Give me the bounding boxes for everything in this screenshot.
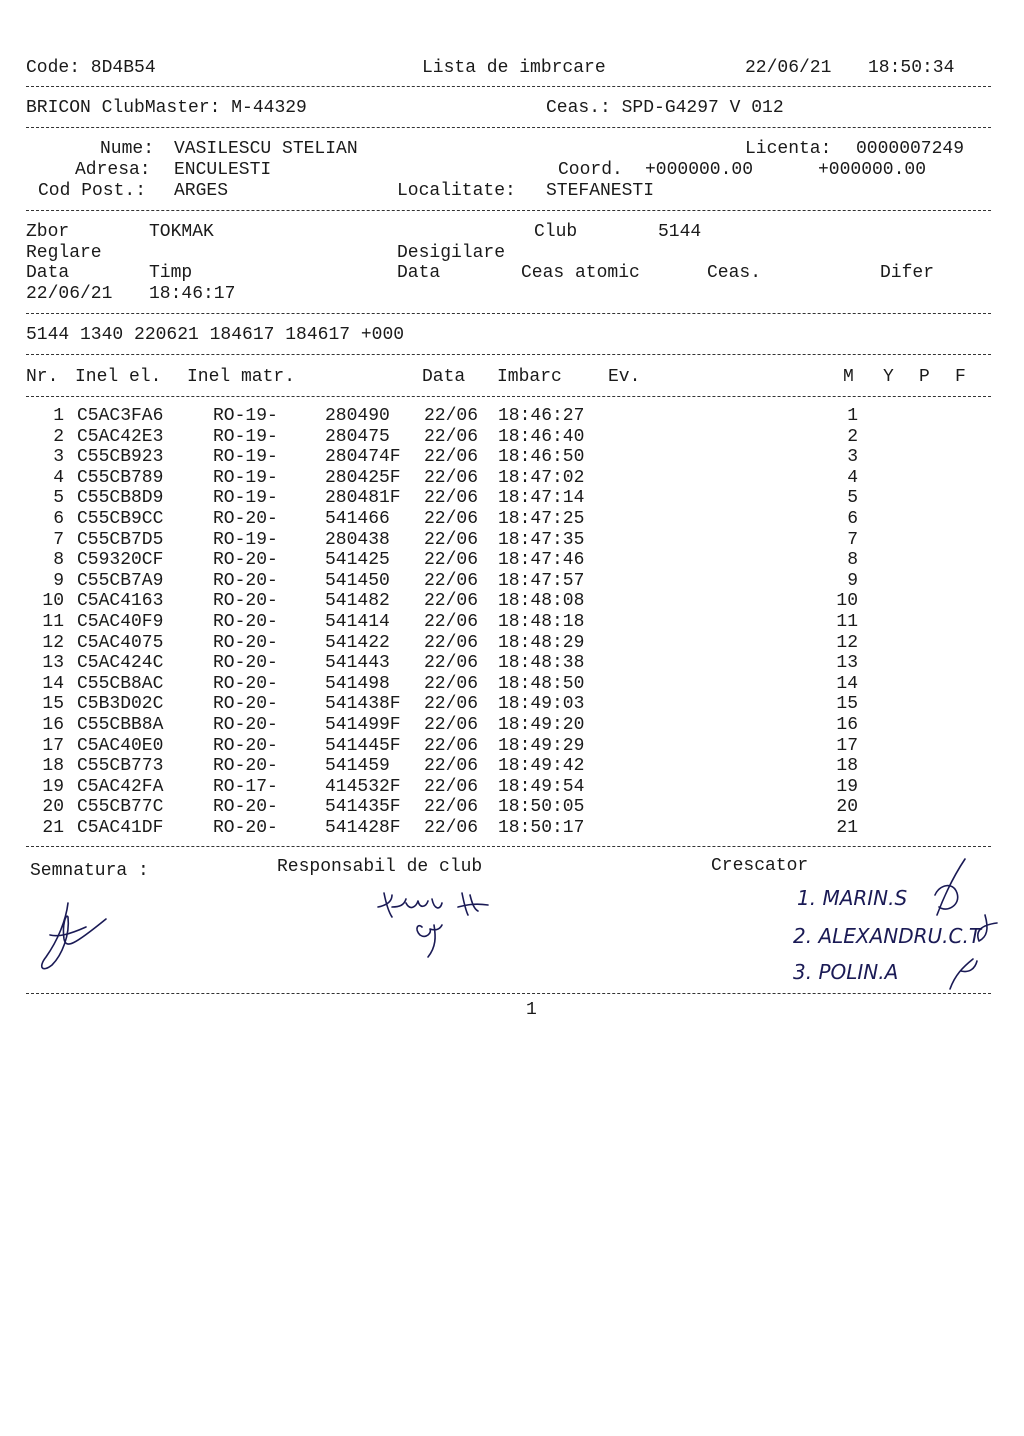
cell-ring-prefix: RO-19-	[213, 447, 278, 468]
cell-ring-number: 541443	[325, 653, 390, 674]
cell-nr: 16	[42, 715, 64, 735]
cell-boarding-time: 18:50:17	[498, 818, 585, 838]
coord-x: +000000.00	[645, 160, 754, 180]
cell-boarding-time: 18:48:29	[498, 632, 585, 653]
table-row	[0, 634, 1024, 654]
cell-nr: 5	[53, 488, 64, 509]
signature-semnatura	[28, 895, 118, 975]
cell-nr: 21	[42, 818, 64, 838]
col-header-ev: Ev.	[608, 367, 641, 387]
cell-boarding-time: 18:50:05	[498, 797, 585, 818]
col-header-m: M	[843, 367, 854, 387]
cell-nr: 8	[53, 550, 64, 571]
table-row	[0, 448, 1024, 468]
cell-ring-prefix: RO-19-	[213, 529, 278, 550]
cell-ring-prefix: RO-19-	[213, 488, 278, 509]
signature-crescator	[775, 855, 1020, 1000]
document-title: Lista de imbrcare	[422, 58, 606, 78]
table-row	[0, 551, 1024, 571]
table-row	[0, 531, 1024, 551]
table-row	[0, 428, 1024, 448]
cell-boarding-time: 18:47:25	[498, 509, 585, 529]
svg-text:1. MARIN.S: 1. MARIN.S	[797, 886, 908, 910]
cell-m: 3	[847, 447, 858, 468]
cell-ring-prefix: RO-20-	[213, 509, 278, 529]
coord-label: Coord.	[558, 160, 623, 180]
cell-ring-prefix: RO-20-	[213, 818, 278, 838]
table-row	[0, 510, 1024, 530]
localitate-label: Localitate:	[397, 181, 516, 201]
cell-boarding-time: 18:47:46	[498, 550, 585, 571]
cell-boarding-time: 18:48:08	[498, 591, 585, 612]
owner-name: VASILESCU STELIAN	[174, 139, 358, 159]
cell-inel-el: C55CB77C	[77, 797, 164, 818]
desigilare-label: Desigilare	[397, 243, 506, 263]
cell-date: 22/06	[424, 632, 479, 653]
cell-ring-number: 280438	[325, 529, 390, 550]
reglare-date: 22/06/21	[26, 284, 113, 304]
codpost-label: Cod Post.:	[38, 181, 147, 201]
cell-nr: 15	[42, 694, 64, 715]
divider	[26, 396, 991, 397]
cell-inel-el: C55CBB8A	[77, 715, 164, 735]
crescator-label: Crescator	[711, 856, 809, 876]
cell-date: 22/06	[424, 612, 479, 632]
cell-inel-el: C59320CF	[77, 550, 164, 571]
cell-boarding-time: 18:49:42	[498, 756, 585, 777]
codpost-value: ARGES	[174, 181, 229, 201]
cell-nr: 1	[53, 406, 64, 426]
cell-date: 22/06	[424, 426, 479, 447]
cell-inel-el: C55CB9CC	[77, 509, 164, 529]
col-header-inel-matr: Inel matr.	[187, 367, 296, 387]
cell-ring-number: 541445F	[325, 735, 401, 756]
cell-inel-el: C55CB7D5	[77, 529, 164, 550]
table-row	[0, 695, 1024, 715]
cell-ring-prefix: RO-20-	[213, 591, 278, 612]
zbor-value: TOKMAK	[149, 222, 214, 242]
cell-date: 22/06	[424, 529, 479, 550]
cell-ring-number: 541428F	[325, 818, 401, 838]
cell-inel-el: C5AC4163	[77, 591, 164, 612]
cell-boarding-time: 18:47:57	[498, 570, 585, 591]
cell-date: 22/06	[424, 797, 479, 818]
cell-boarding-time: 18:49:20	[498, 715, 585, 735]
divider	[26, 86, 991, 87]
cell-date: 22/06	[424, 776, 479, 797]
cell-ring-prefix: RO-20-	[213, 735, 278, 756]
cell-date: 22/06	[424, 467, 479, 488]
cell-ring-prefix: RO-20-	[213, 756, 278, 777]
cell-boarding-time: 18:49:03	[498, 694, 585, 715]
cell-ring-number: 280475	[325, 426, 390, 447]
cell-ring-number: 541422	[325, 632, 390, 653]
cell-boarding-time: 18:46:27	[498, 406, 585, 426]
cell-date: 22/06	[424, 550, 479, 571]
cell-ring-prefix: RO-20-	[213, 797, 278, 818]
licenta-value: 0000007249	[856, 139, 965, 159]
cell-ring-prefix: RO-20-	[213, 632, 278, 653]
cell-nr: 20	[42, 797, 64, 818]
cell-ring-number: 541459	[325, 756, 390, 777]
cell-ring-prefix: RO-20-	[213, 570, 278, 591]
club-value: 5144	[658, 222, 702, 242]
licenta-label: Licenta:	[745, 139, 832, 159]
cell-nr: 7	[53, 529, 64, 550]
cell-m: 19	[836, 776, 858, 797]
table-row	[0, 819, 1024, 839]
cell-inel-el: C5AC41DF	[77, 818, 164, 838]
cell-m: 13	[836, 653, 858, 674]
document-code: Code: 8D4B54	[26, 58, 156, 78]
cell-date: 22/06	[424, 715, 479, 735]
cell-date: 22/06	[424, 406, 479, 426]
cell-date: 22/06	[424, 694, 479, 715]
cell-m: 4	[847, 467, 858, 488]
col-header-nr: Nr.	[26, 367, 59, 387]
cell-inel-el: C5AC3FA6	[77, 406, 164, 426]
cell-boarding-time: 18:47:14	[498, 488, 585, 509]
clock-sync-line: 5144 1340 220621 184617 184617 +000	[26, 325, 405, 345]
cell-nr: 13	[42, 653, 64, 674]
cell-boarding-time: 18:47:35	[498, 529, 585, 550]
desigilare-data-label: Data	[397, 263, 441, 283]
cell-nr: 2	[53, 426, 64, 447]
cell-ring-number: 541414	[325, 612, 390, 632]
cell-boarding-time: 18:47:02	[498, 467, 585, 488]
cell-ring-prefix: RO-20-	[213, 673, 278, 694]
clock-id: Ceas.: SPD-G4297 V 012	[546, 98, 784, 118]
timp-label: Timp	[149, 263, 193, 283]
cell-m: 2	[847, 426, 858, 447]
nume-label: Nume:	[100, 139, 155, 159]
cell-boarding-time: 18:48:38	[498, 653, 585, 674]
divider	[26, 313, 991, 314]
cell-nr: 3	[53, 447, 64, 468]
cell-ring-number: 541466	[325, 509, 390, 529]
col-header-imbarc: Imbarc	[497, 367, 562, 387]
semnatura-label: Semnatura :	[30, 861, 149, 881]
cell-ring-number: 414532F	[325, 776, 401, 797]
cell-m: 17	[836, 735, 858, 756]
cell-ring-prefix: RO-20-	[213, 715, 278, 735]
cell-boarding-time: 18:46:40	[498, 426, 585, 447]
cell-m: 11	[836, 612, 858, 632]
cell-m: 8	[847, 550, 858, 571]
table-row	[0, 489, 1024, 509]
cell-ring-number: 541482	[325, 591, 390, 612]
reglare-label: Reglare	[26, 243, 102, 263]
cell-m: 5	[847, 488, 858, 509]
cell-m: 20	[836, 797, 858, 818]
table-row	[0, 469, 1024, 489]
cell-inel-el: C55CB923	[77, 447, 164, 468]
svg-text:2. ALEXANDRU.C.T: 2. ALEXANDRU.C.T	[793, 924, 982, 948]
cell-boarding-time: 18:48:18	[498, 612, 585, 632]
cell-ring-prefix: RO-20-	[213, 612, 278, 632]
header-time: 18:50:34	[868, 58, 955, 78]
signature-responsabil	[370, 885, 500, 965]
zbor-label: Zbor	[26, 222, 70, 242]
cell-date: 22/06	[424, 818, 479, 838]
cell-nr: 10	[42, 591, 64, 612]
cell-m: 7	[847, 529, 858, 550]
cell-m: 10	[836, 591, 858, 612]
cell-ring-prefix: RO-19-	[213, 426, 278, 447]
cell-boarding-time: 18:46:50	[498, 447, 585, 468]
table-row	[0, 798, 1024, 818]
table-row	[0, 675, 1024, 695]
table-row	[0, 737, 1024, 757]
cell-inel-el: C5B3D02C	[77, 694, 164, 715]
reglare-time: 18:46:17	[149, 284, 236, 304]
cell-nr: 9	[53, 570, 64, 591]
page-number: 1	[526, 1000, 537, 1020]
cell-nr: 19	[42, 776, 64, 797]
cell-nr: 11	[42, 612, 64, 632]
cell-inel-el: C5AC42FA	[77, 776, 164, 797]
club-label: Club	[534, 222, 578, 242]
cell-date: 22/06	[424, 447, 479, 468]
cell-ring-number: 541435F	[325, 797, 401, 818]
cell-inel-el: C5AC42E3	[77, 426, 164, 447]
cell-ring-prefix: RO-17-	[213, 776, 278, 797]
cell-inel-el: C55CB8AC	[77, 673, 164, 694]
coord-y: +000000.00	[818, 160, 927, 180]
cell-nr: 12	[42, 632, 64, 653]
cell-ring-number: 541425	[325, 550, 390, 571]
difer-label: Difer	[880, 263, 935, 283]
col-header-inel-el: Inel el.	[75, 367, 162, 387]
col-header-data: Data	[422, 367, 466, 387]
cell-ring-number: 280481F	[325, 488, 401, 509]
table-row	[0, 757, 1024, 777]
cell-m: 18	[836, 756, 858, 777]
cell-ring-number: 280425F	[325, 467, 401, 488]
cell-date: 22/06	[424, 653, 479, 674]
cell-ring-prefix: RO-19-	[213, 406, 278, 426]
cell-ring-prefix: RO-20-	[213, 550, 278, 571]
table-row	[0, 613, 1024, 633]
cell-ring-number: 280474F	[325, 447, 401, 468]
ceas-atomic-label: Ceas atomic	[521, 263, 640, 283]
data-label: Data	[26, 263, 70, 283]
cell-m: 1	[847, 406, 858, 426]
cell-date: 22/06	[424, 591, 479, 612]
divider	[26, 127, 991, 128]
cell-inel-el: C55CB773	[77, 756, 164, 777]
cell-nr: 17	[42, 735, 64, 756]
cell-boarding-time: 18:49:29	[498, 735, 585, 756]
cell-m: 21	[836, 818, 858, 838]
header-date: 22/06/21	[745, 58, 832, 78]
col-header-y: Y	[883, 367, 894, 387]
cell-ring-number: 541438F	[325, 694, 401, 715]
table-row	[0, 778, 1024, 798]
cell-ring-prefix: RO-20-	[213, 694, 278, 715]
table-row	[0, 592, 1024, 612]
cell-ring-number: 541450	[325, 570, 390, 591]
cell-m: 14	[836, 673, 858, 694]
cell-boarding-time: 18:49:54	[498, 776, 585, 797]
cell-ring-number: 280490	[325, 406, 390, 426]
svg-text:3. POLIN.A: 3. POLIN.A	[793, 960, 899, 984]
cell-ring-prefix: RO-20-	[213, 653, 278, 674]
cell-ring-number: 541499F	[325, 715, 401, 735]
localitate-value: STEFANESTI	[546, 181, 655, 201]
cell-nr: 4	[53, 467, 64, 488]
divider	[26, 846, 991, 847]
cell-inel-el: C5AC4075	[77, 632, 164, 653]
table-row	[0, 572, 1024, 592]
ceas-label: Ceas.	[707, 263, 762, 283]
cell-inel-el: C5AC40F9	[77, 612, 164, 632]
adresa-label: Adresa:	[75, 160, 151, 180]
divider	[26, 354, 991, 355]
cell-date: 22/06	[424, 509, 479, 529]
cell-date: 22/06	[424, 488, 479, 509]
cell-m: 12	[836, 632, 858, 653]
table-row	[0, 716, 1024, 736]
responsabil-label: Responsabil de club	[277, 857, 483, 877]
table-row	[0, 407, 1024, 427]
cell-nr: 6	[53, 509, 64, 529]
cell-inel-el: C5AC40E0	[77, 735, 164, 756]
table-row	[0, 654, 1024, 674]
cell-ring-number: 541498	[325, 673, 390, 694]
cell-m: 16	[836, 715, 858, 735]
cell-ring-prefix: RO-19-	[213, 467, 278, 488]
cell-inel-el: C55CB8D9	[77, 488, 164, 509]
cell-boarding-time: 18:48:50	[498, 673, 585, 694]
cell-date: 22/06	[424, 756, 479, 777]
cell-inel-el: C55CB7A9	[77, 570, 164, 591]
clubmaster-id: BRICON ClubMaster: M-44329	[26, 98, 307, 118]
cell-date: 22/06	[424, 735, 479, 756]
cell-m: 6	[847, 509, 858, 529]
cell-nr: 14	[42, 673, 64, 694]
divider	[26, 993, 991, 994]
divider	[26, 210, 991, 211]
cell-m: 9	[847, 570, 858, 591]
col-header-f: F	[955, 367, 966, 387]
cell-date: 22/06	[424, 673, 479, 694]
col-header-p: P	[919, 367, 930, 387]
cell-inel-el: C55CB789	[77, 467, 164, 488]
cell-inel-el: C5AC424C	[77, 653, 164, 674]
adresa-value: ENCULESTI	[174, 160, 272, 180]
cell-m: 15	[836, 694, 858, 715]
cell-date: 22/06	[424, 570, 479, 591]
cell-nr: 18	[42, 756, 64, 777]
